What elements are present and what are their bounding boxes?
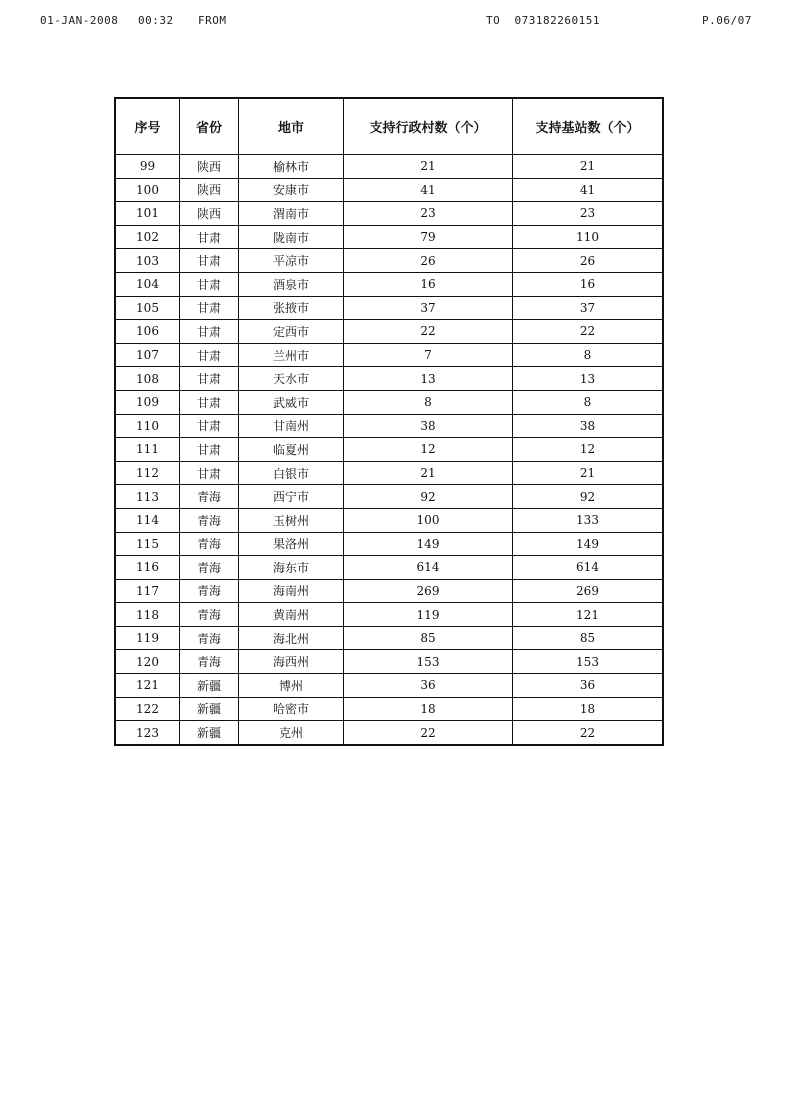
cell-city: 定西市 — [239, 320, 344, 344]
cell-city: 博州 — [239, 674, 344, 698]
cell-villages: 18 — [344, 697, 513, 721]
table-row — [115, 202, 663, 226]
cell-index: 109 — [115, 390, 180, 414]
cell-index: 100 — [115, 178, 180, 202]
cell-stations: 12 — [513, 438, 664, 462]
cell-stations: 23 — [513, 202, 664, 226]
table-row — [115, 485, 663, 509]
table-row — [115, 626, 663, 650]
cell-city: 平凉市 — [239, 249, 344, 273]
cell-province: 甘肃 — [180, 296, 239, 320]
cell-province: 青海 — [180, 579, 239, 603]
cell-city: 榆林市 — [239, 155, 344, 179]
cell-villages: 22 — [344, 320, 513, 344]
cell-stations: 18 — [513, 697, 664, 721]
cell-stations: 121 — [513, 603, 664, 627]
cell-city: 克州 — [239, 721, 344, 745]
cell-index: 117 — [115, 579, 180, 603]
data-table — [114, 97, 664, 746]
table-row — [115, 556, 663, 580]
cell-stations: 38 — [513, 414, 664, 438]
cell-stations: 21 — [513, 155, 664, 179]
cell-city: 西宁市 — [239, 485, 344, 509]
cell-city: 黄南州 — [239, 603, 344, 627]
table-row — [115, 579, 663, 603]
cell-stations: 21 — [513, 461, 664, 485]
cell-province: 甘肃 — [180, 272, 239, 296]
cell-villages: 38 — [344, 414, 513, 438]
cell-villages: 614 — [344, 556, 513, 580]
table-row — [115, 296, 663, 320]
cell-province: 陕西 — [180, 178, 239, 202]
cell-province: 青海 — [180, 556, 239, 580]
table-row — [115, 390, 663, 414]
cell-villages: 12 — [344, 438, 513, 462]
cell-stations: 614 — [513, 556, 664, 580]
cell-city: 渭南市 — [239, 202, 344, 226]
cell-city: 张掖市 — [239, 296, 344, 320]
table-row — [115, 414, 663, 438]
cell-index: 114 — [115, 508, 180, 532]
cell-villages: 26 — [344, 249, 513, 273]
cell-villages: 153 — [344, 650, 513, 674]
cell-stations: 41 — [513, 178, 664, 202]
cell-villages: 16 — [344, 272, 513, 296]
cell-city: 海北州 — [239, 626, 344, 650]
cell-index: 116 — [115, 556, 180, 580]
cell-villages: 41 — [344, 178, 513, 202]
table-row — [115, 532, 663, 556]
table-row — [115, 461, 663, 485]
cell-villages: 21 — [344, 461, 513, 485]
cell-city: 海西州 — [239, 650, 344, 674]
cell-index: 110 — [115, 414, 180, 438]
table-row — [115, 367, 663, 391]
cell-index: 105 — [115, 296, 180, 320]
table-row — [115, 697, 663, 721]
cell-city: 哈密市 — [239, 697, 344, 721]
cell-stations: 110 — [513, 225, 664, 249]
table-row — [115, 249, 663, 273]
cell-city: 陇南市 — [239, 225, 344, 249]
fax-header — [0, 14, 794, 30]
cell-province: 青海 — [180, 603, 239, 627]
cell-stations: 149 — [513, 532, 664, 556]
fax-to — [486, 14, 600, 27]
table-row — [115, 674, 663, 698]
table-body — [115, 155, 663, 745]
cell-province: 甘肃 — [180, 320, 239, 344]
fax-time: 00:32 — [138, 14, 174, 27]
cell-villages: 269 — [344, 579, 513, 603]
cell-province: 青海 — [180, 626, 239, 650]
cell-city: 兰州市 — [239, 343, 344, 367]
cell-province: 新疆 — [180, 674, 239, 698]
cell-villages: 13 — [344, 367, 513, 391]
cell-province: 甘肃 — [180, 249, 239, 273]
table-row — [115, 721, 663, 745]
cell-stations: 153 — [513, 650, 664, 674]
cell-index: 106 — [115, 320, 180, 344]
table-row — [115, 178, 663, 202]
cell-stations: 133 — [513, 508, 664, 532]
cell-villages: 92 — [344, 485, 513, 509]
cell-index: 111 — [115, 438, 180, 462]
table-row — [115, 320, 663, 344]
cell-stations: 8 — [513, 343, 664, 367]
table-row — [115, 272, 663, 296]
table-header-row — [115, 98, 663, 155]
table-row — [115, 650, 663, 674]
cell-villages: 8 — [344, 390, 513, 414]
fax-to-label: TO — [486, 14, 501, 27]
cell-province: 新疆 — [180, 697, 239, 721]
cell-province: 甘肃 — [180, 225, 239, 249]
cell-city: 海南州 — [239, 579, 344, 603]
col-header-villages: 支持行政村数（个） — [344, 98, 513, 155]
cell-stations: 92 — [513, 485, 664, 509]
cell-index: 123 — [115, 721, 180, 745]
cell-index: 119 — [115, 626, 180, 650]
cell-stations: 16 — [513, 272, 664, 296]
cell-villages: 37 — [344, 296, 513, 320]
cell-city: 安康市 — [239, 178, 344, 202]
table-row — [115, 225, 663, 249]
cell-index: 99 — [115, 155, 180, 179]
cell-province: 甘肃 — [180, 414, 239, 438]
cell-villages: 7 — [344, 343, 513, 367]
cell-index: 108 — [115, 367, 180, 391]
cell-stations: 22 — [513, 721, 664, 745]
cell-index: 113 — [115, 485, 180, 509]
cell-city: 甘南州 — [239, 414, 344, 438]
cell-villages: 85 — [344, 626, 513, 650]
cell-province: 陕西 — [180, 202, 239, 226]
cell-province: 甘肃 — [180, 461, 239, 485]
cell-villages: 149 — [344, 532, 513, 556]
cell-province: 甘肃 — [180, 343, 239, 367]
fax-from-label: FROM — [198, 14, 227, 27]
cell-province: 甘肃 — [180, 438, 239, 462]
cell-stations: 36 — [513, 674, 664, 698]
cell-index: 122 — [115, 697, 180, 721]
table-row — [115, 438, 663, 462]
cell-city: 玉树州 — [239, 508, 344, 532]
cell-stations: 85 — [513, 626, 664, 650]
cell-index: 115 — [115, 532, 180, 556]
col-header-index: 序号 — [115, 98, 180, 155]
cell-province: 陕西 — [180, 155, 239, 179]
table-row — [115, 508, 663, 532]
cell-villages: 22 — [344, 721, 513, 745]
cell-province: 甘肃 — [180, 390, 239, 414]
cell-index: 102 — [115, 225, 180, 249]
cell-city: 酒泉市 — [239, 272, 344, 296]
cell-villages: 79 — [344, 225, 513, 249]
cell-index: 121 — [115, 674, 180, 698]
cell-city: 海东市 — [239, 556, 344, 580]
cell-province: 青海 — [180, 485, 239, 509]
cell-province: 新疆 — [180, 721, 239, 745]
col-header-city: 地市 — [239, 98, 344, 155]
cell-province: 青海 — [180, 650, 239, 674]
cell-index: 103 — [115, 249, 180, 273]
fax-date: 01-JAN-2008 — [40, 14, 119, 27]
cell-city: 果洛州 — [239, 532, 344, 556]
cell-index: 104 — [115, 272, 180, 296]
cell-province: 青海 — [180, 508, 239, 532]
cell-province: 青海 — [180, 532, 239, 556]
cell-stations: 13 — [513, 367, 664, 391]
cell-index: 112 — [115, 461, 180, 485]
cell-index: 107 — [115, 343, 180, 367]
cell-villages: 21 — [344, 155, 513, 179]
cell-city: 临夏州 — [239, 438, 344, 462]
table-row — [115, 155, 663, 179]
cell-villages: 119 — [344, 603, 513, 627]
fax-to-number: 073182260151 — [514, 14, 600, 27]
table-row — [115, 603, 663, 627]
col-header-province: 省份 — [180, 98, 239, 155]
cell-stations: 269 — [513, 579, 664, 603]
cell-villages: 36 — [344, 674, 513, 698]
cell-stations: 22 — [513, 320, 664, 344]
fax-page-number: P.06/07 — [702, 14, 752, 27]
cell-stations: 26 — [513, 249, 664, 273]
cell-city: 天水市 — [239, 367, 344, 391]
cell-city: 武威市 — [239, 390, 344, 414]
cell-province: 甘肃 — [180, 367, 239, 391]
cell-stations: 8 — [513, 390, 664, 414]
cell-stations: 37 — [513, 296, 664, 320]
cell-city: 白银市 — [239, 461, 344, 485]
cell-index: 101 — [115, 202, 180, 226]
cell-index: 120 — [115, 650, 180, 674]
cell-villages: 23 — [344, 202, 513, 226]
col-header-stations: 支持基站数（个） — [513, 98, 664, 155]
cell-index: 118 — [115, 603, 180, 627]
cell-villages: 100 — [344, 508, 513, 532]
table-row — [115, 343, 663, 367]
